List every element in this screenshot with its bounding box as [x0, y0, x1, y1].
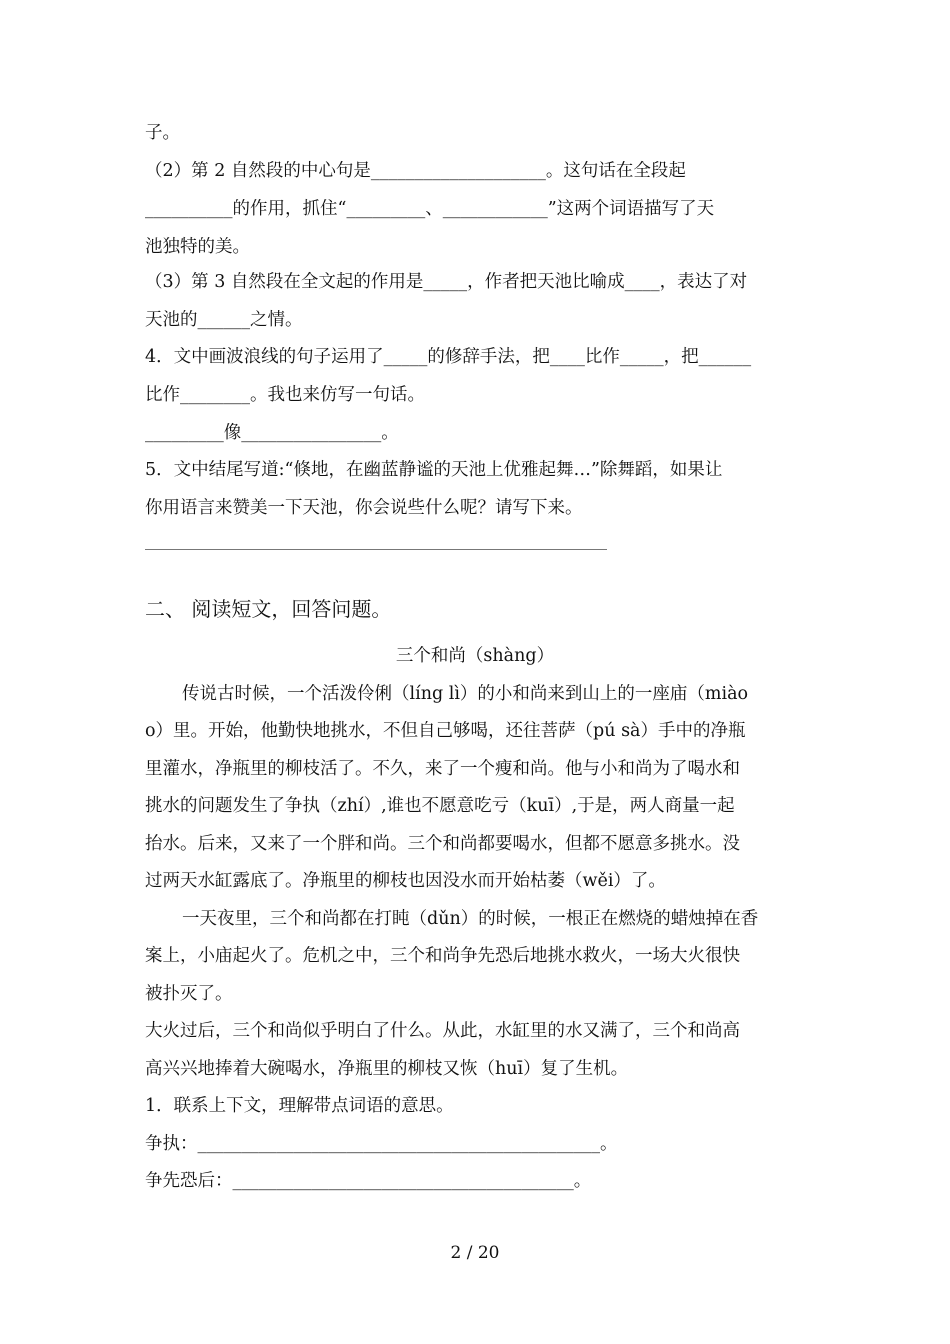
text-line: 比作________。我也来仿写一句话。 — [145, 385, 425, 405]
text-line: （2）第 2 自然段的中心句是____________________。这句话在全段起 — [145, 161, 686, 181]
passage-title: 三个和尚（shàng） — [395, 646, 555, 666]
answer-field-line[interactable]: 争先恐后：_______________________________________。 — [145, 1171, 592, 1191]
passage-line: 案上，小庙起火了。危机之中，三个和尚争先恐后地挑水救火，一场大火很快 — [145, 946, 740, 966]
passage-line: 高兴兴地捧着大碗喝水，净瓶里的柳枝又恢（huī）复了生机。 — [145, 1059, 629, 1079]
passage-line: 传说古时候，一个活泼伶俐（líng lì）的小和尚来到山上的一座庙（miào — [182, 684, 749, 704]
text-line: 你用语言来赞美一下天池，你会说些什么呢？请写下来。 — [145, 498, 583, 518]
text-line: 天池的______之情。 — [145, 310, 303, 330]
question-line: 1．联系上下文，理解带点词语的意思。 — [145, 1096, 454, 1116]
page-number: 2 / 20 — [450, 1243, 500, 1263]
text-line: _________像________________。 — [145, 423, 399, 443]
passage-line: 挑水的问题发生了争执（zhí）,谁也不愿意吃亏（kuī）,于是，两人商量一起 — [145, 796, 735, 816]
answer-field-line[interactable]: 争执：______________________________________________。 — [145, 1134, 618, 1154]
passage-line: 大火过后，三个和尚似乎明白了什么。从此，水缸里的水又满了，三个和尚高 — [145, 1021, 740, 1041]
text-line: 子。 — [145, 123, 180, 143]
text-line: 4．文中画波浪线的句子运用了_____的修辞手法，把____比作_____，把______ — [145, 347, 752, 367]
passage-line: 被扑灭了。 — [145, 984, 233, 1004]
passage-line: 一天夜里，三个和尚都在打盹（dǔn）的时候，一根正在燃烧的蜡烛掉在香 — [182, 909, 759, 929]
passage-line: o）里。开始，他勤快地挑水，不但自己够喝，还往菩萨（pú sà）手中的净瓶 — [145, 721, 746, 741]
section-heading: 二、 阅读短文，回答问题。 — [145, 597, 392, 621]
text-line: 5．文中结尾写道:“倏地，在幽蓝静谧的天池上优雅起舞…”除舞蹈，如果让 — [145, 460, 723, 480]
passage-line: 过两天水缸露底了。净瓶里的柳枝也因没水而开始枯萎（wěi）了。 — [145, 871, 666, 891]
text-line: （3）第 3 自然段在全文起的作用是_____，作者把天池比喻成____，表达了对 — [145, 272, 748, 292]
passage-line: 抬水。后来，又来了一个胖和尚。三个和尚都要喝水，但都不愿意多挑水。没 — [145, 834, 740, 854]
passage-line: 里灌水，净瓶里的柳枝活了。不久，来了一个瘦和尚。他与小和尚为了喝水和 — [145, 759, 740, 779]
text-line: __________的作用，抓住“_________、____________”这两个词语描写了天 — [145, 199, 715, 219]
text-line: 池独特的美。 — [145, 237, 250, 257]
answer-line — [145, 549, 607, 550]
